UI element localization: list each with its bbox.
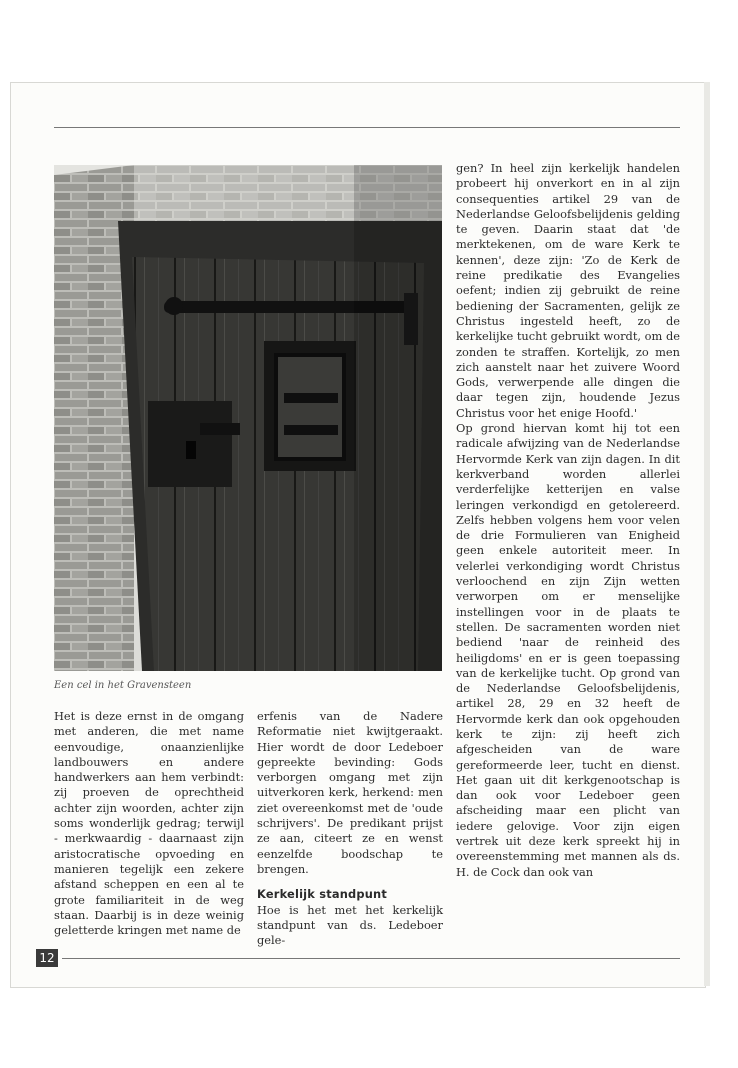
page-number: 12: [36, 949, 58, 967]
body-paragraph: Hoe is het met het kerkelijk standpunt van ds. Ledeboer gele-: [257, 902, 443, 948]
cell-door-photo: [54, 165, 442, 671]
section-subheading: Kerkelijk standpunt: [257, 887, 388, 902]
figure-caption: Een cel in het Gravensteen: [54, 680, 192, 691]
body-paragraph: Op grond hiervan komt hij tot een radicale afwijzing van de Nederlandse Hervormde Kerk van zijn dagen. In dit kerkverband worden allerlei verderfelijke ketterijen en valse leringen verkondigd en getolereerd. Zelfs hebben volgens hem voor velen de drie Formulieren van Enigheid geen enkele autoriteit meer. In velerlei verkondiging wordt Christus verloochend en zijn Zijn wetten verworpen om er menselijke instellingen voor in de plaats te stellen. De sacramenten worden niet bediend 'naar de reinheid des heiligdoms' en er is geen toepassing van de kerkelijke tucht. Op grond van de Nederlandse Geloofsbelijdenis, artikel 28, 29 en 32 heeft de Hervormde kerk dan ook opgehouden kerk te zijn: zij heeft zich afgescheiden van de ware gereformeerde leer, tucht en dienst. Het gaan uit dit kerkgenootschap is dan ook voor Ledeboer geen afscheiding maar een plicht van iedere gelovige. Voor zijn eigen vertrek uit deze kerk spreekt hij in overeenstemming met mannen als ds. H. de Cock dan ook van: [456, 421, 680, 879]
body-paragraph: gen? In heel zijn kerkelijk handelen probeert hij onverkort en in al zijn consequenties artikel 29 van de Nederlandse Geloofsbelijdenis gelding te geven. Daarin staat dat 'de merktekenen, om de ware Kerk te kennen', deze zijn: 'Zo de Kerk de reine predikatie des Evangelies oefent; indien zij gebruikt de reine bediening der Sacramenten, gelijk ze Christus ingesteld heeft, zo de kerkelijke tucht gebruikt wordt, om de zonden te straffen. Kortelijk, zo men zich aanstelt naar het zuivere Woord Gods, verwerpende alle dingen die daar tegen zijn, houdende Jezus Christus voor het enige Hoofd.': [456, 161, 680, 420]
body-paragraph: erfenis van de Nadere Reformatie niet kwijtgeraakt. Hier wordt de door Ledeboer gepreekte bevinding: Gods verborgen omgang met zijn uitverkoren kerk, herkend: men ziet overeenkomst met de 'oude schrijvers'. De predikant prijst ze aan, citeert ze en wenst eenzelfde boodschap te brengen.: [257, 709, 443, 876]
top-rule: [54, 127, 680, 128]
body-paragraph: Het is deze ernst in de omgang met anderen, die met name eenvoudige, onaanzienlijke landbouwers en andere handwerkers aan hem verbindt: zij proeven de oprechtheid achter zijn woorden, achter zijn soms wonderlijk gedrag; terwijl - merkwaardig - daarnaast zijn aristocratische opvoeding en manieren tegelijk een zekere afstand scheppen en een al te grote familiariteit in de weg staan. Daarbij is in deze weinig geletterde kringen met name de: [54, 709, 244, 938]
column-right: [456, 161, 680, 880]
column-left: [54, 709, 244, 938]
page-edge: [704, 82, 710, 986]
column-middle: [257, 709, 443, 948]
bottom-rule: [62, 958, 680, 959]
